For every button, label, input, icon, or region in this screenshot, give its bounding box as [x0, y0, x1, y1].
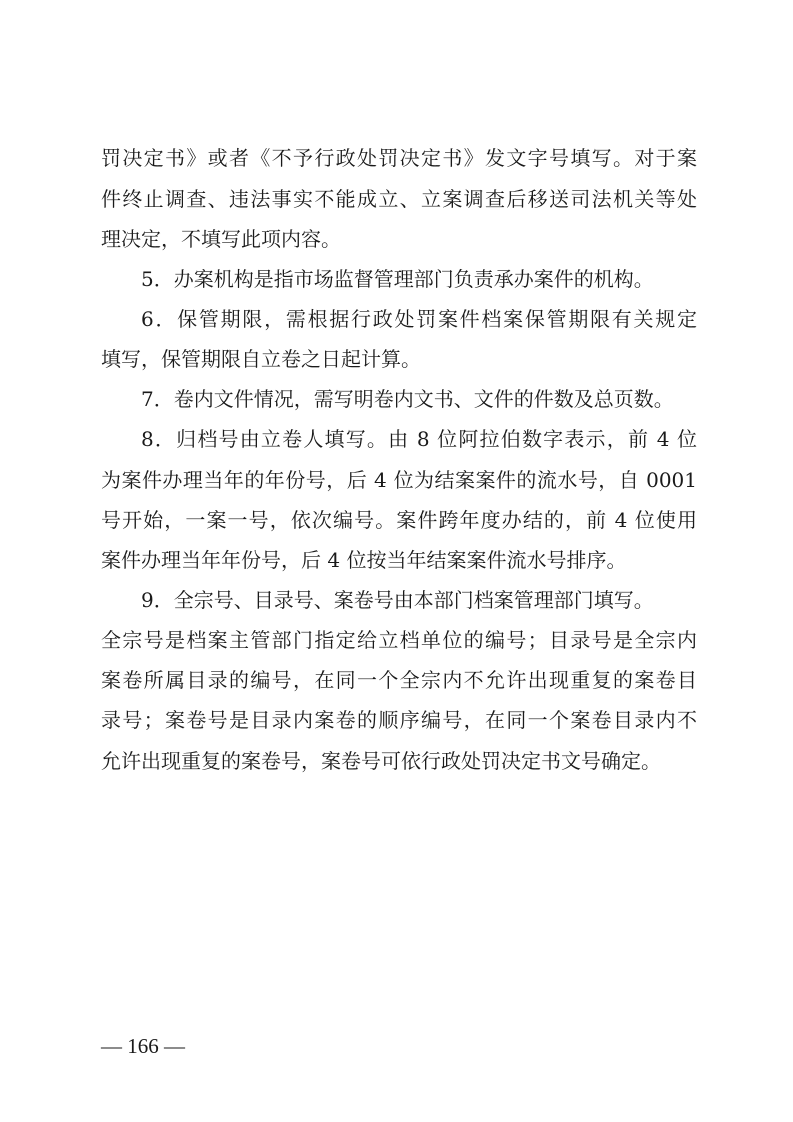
body-text-line: 允许出现重复的案卷号，案卷号可依行政处罚决定书文号确定。	[101, 749, 661, 773]
body-text-line: 7．卷内文件情况，需写明卷内文书、文件的件数及总页数。	[141, 387, 674, 411]
body-text-line: 案卷所属目录的编号，在同一个全宗内不允许出现重复的案卷目	[101, 668, 697, 692]
body-text-line: 填写，保管期限自立卷之日起计算。	[101, 347, 421, 371]
body-text-line: 全宗号是档案主管部门指定给立档单位的编号；目录号是全宗内	[101, 628, 697, 652]
body-text-line: 6．保管期限，需根据行政处罚案件档案保管期限有关规定	[141, 307, 697, 331]
body-text-line: 9．全宗号、目录号、案卷号由本部门档案管理部门填写。	[141, 588, 654, 612]
body-text-line: 8．归档号由立卷人填写。由 8 位阿拉伯数字表示，前 4 位	[141, 427, 697, 451]
body-text-line: 件终止调查、违法事实不能成立、立案调查后移送司法机关等处	[101, 187, 697, 211]
body-text-line: 号开始，一案一号，依次编号。案件跨年度办结的，前 4 位使用	[101, 508, 697, 532]
body-text-line: 为案件办理当年的年份号，后 4 位为结案案件的流水号，自 0001	[101, 468, 697, 492]
body-text-line: 录号；案卷号是目录内案卷的顺序编号，在同一个案卷目录内不	[101, 708, 697, 732]
page-number: — 166 —	[101, 1034, 185, 1058]
body-text-line: 理决定，不填写此项内容。	[101, 227, 341, 251]
body-text-line: 5．办案机构是指市场监督管理部门负责承办案件的机构。	[141, 267, 654, 291]
body-text-line: 案件办理当年年份号，后 4 位按当年结案案件流水号排序。	[101, 548, 627, 572]
body-text-line: 罚决定书》或者《不予行政处罚决定书》发文字号填写。对于案	[101, 146, 697, 170]
